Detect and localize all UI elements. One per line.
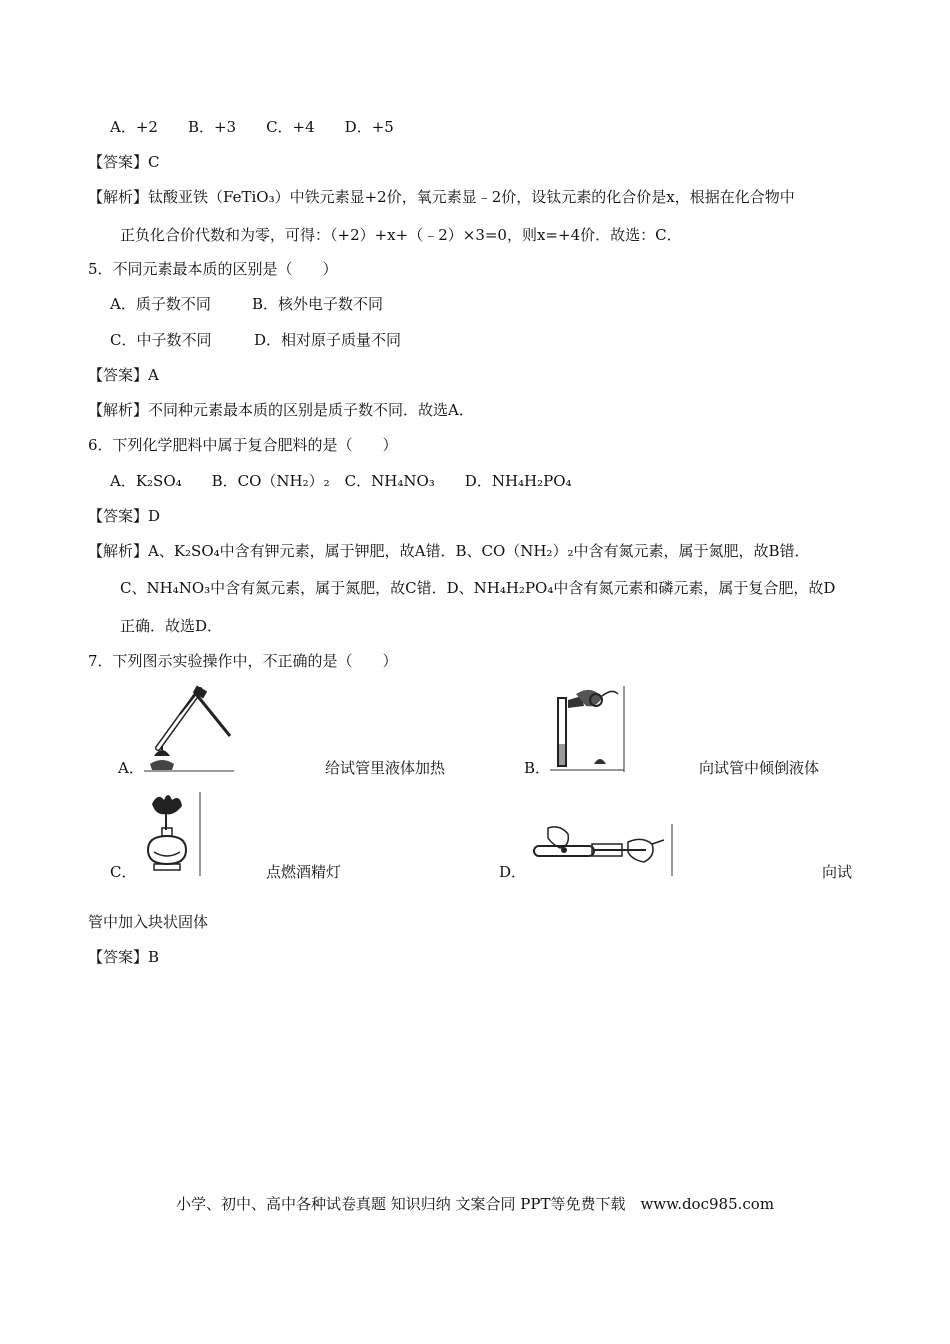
- q4-analysis-line1: 【解析】钛酸亚铁（FeTiO₃）中铁元素显+2价，氧元素显﹣2价，设钛元素的化合价是x，根据在化合物中: [88, 188, 795, 206]
- page-footer: 小学、初中、高中各种试卷真题 知识归纳 文案合同 PPT等免费下载 www.doc985.com: [175, 1195, 775, 1213]
- figure-d-adding-solid: [524, 822, 674, 878]
- q6-answer: 【答案】D: [88, 507, 161, 525]
- q7-label-b: B．: [524, 759, 551, 777]
- q5-answer: 【答案】A: [88, 366, 159, 384]
- q5-option-d: D．相对原子质量不同: [254, 331, 402, 349]
- q6-options: A．K₂SO₄ B．CO（NH₂）₂ C．NH₄NO₃ D．NH₄H₂PO₄: [110, 472, 572, 490]
- q6-analysis-line1: 【解析】A、K₂SO₄中含有钾元素，属于钾肥，故A错．B、CO（NH₂）₂中含有氮元素，属于氮肥，故B错．: [88, 542, 810, 560]
- figure-c-lighting-lamp: [138, 790, 204, 878]
- q7-label-c: C．: [110, 863, 137, 881]
- q7-label-d: D．: [499, 863, 527, 881]
- q5-option-c: C．中子数不同: [110, 331, 212, 349]
- q7-text-b: 向试管中倾倒液体: [699, 759, 820, 777]
- q5-option-a: A．质子数不同: [110, 295, 211, 313]
- q5-stem: 5．不同元素最本质的区别是（ ）: [88, 260, 338, 278]
- q6-stem: 6．下列化学肥料中属于复合肥料的是（ ）: [88, 436, 398, 454]
- q7-text-c: 点燃酒精灯: [266, 863, 342, 881]
- q4-answer: 【答案】C: [88, 153, 160, 171]
- q7-label-a: A．: [118, 759, 144, 777]
- q4-options: A．+2 B．+3 C．+4 D．+5: [110, 118, 394, 136]
- q7-answer: 【答案】B: [88, 948, 160, 966]
- q7-text-d-line2: 管中加入块状固体: [88, 913, 209, 931]
- q7-text-a: 给试管里液体加热: [325, 759, 446, 777]
- figure-a-heating-test-tube: [140, 684, 236, 776]
- q7-text-d-line1: 向试: [822, 863, 853, 881]
- q4-analysis-line2: 正负化合价代数和为零，可得：（+2）+x+（﹣2）×3=0，则x=+4价．故选：C．: [120, 226, 682, 244]
- figure-b-pouring-liquid: [546, 684, 626, 776]
- q7-stem: 7．下列图示实验操作中，不正确的是（ ）: [88, 652, 398, 670]
- q6-analysis-line3: 正确．故选D．: [120, 617, 223, 635]
- q5-analysis: 【解析】不同种元素最本质的区别是质子数不同．故选A．: [88, 401, 474, 419]
- q6-analysis-line2: C、NH₄NO₃中含有氮元素，属于氮肥，故C错．D、NH₄H₂PO₄中含有氮元素和磷元素，属于复合肥，故D: [120, 579, 836, 597]
- q5-option-b: B．核外电子数不同: [252, 295, 384, 313]
